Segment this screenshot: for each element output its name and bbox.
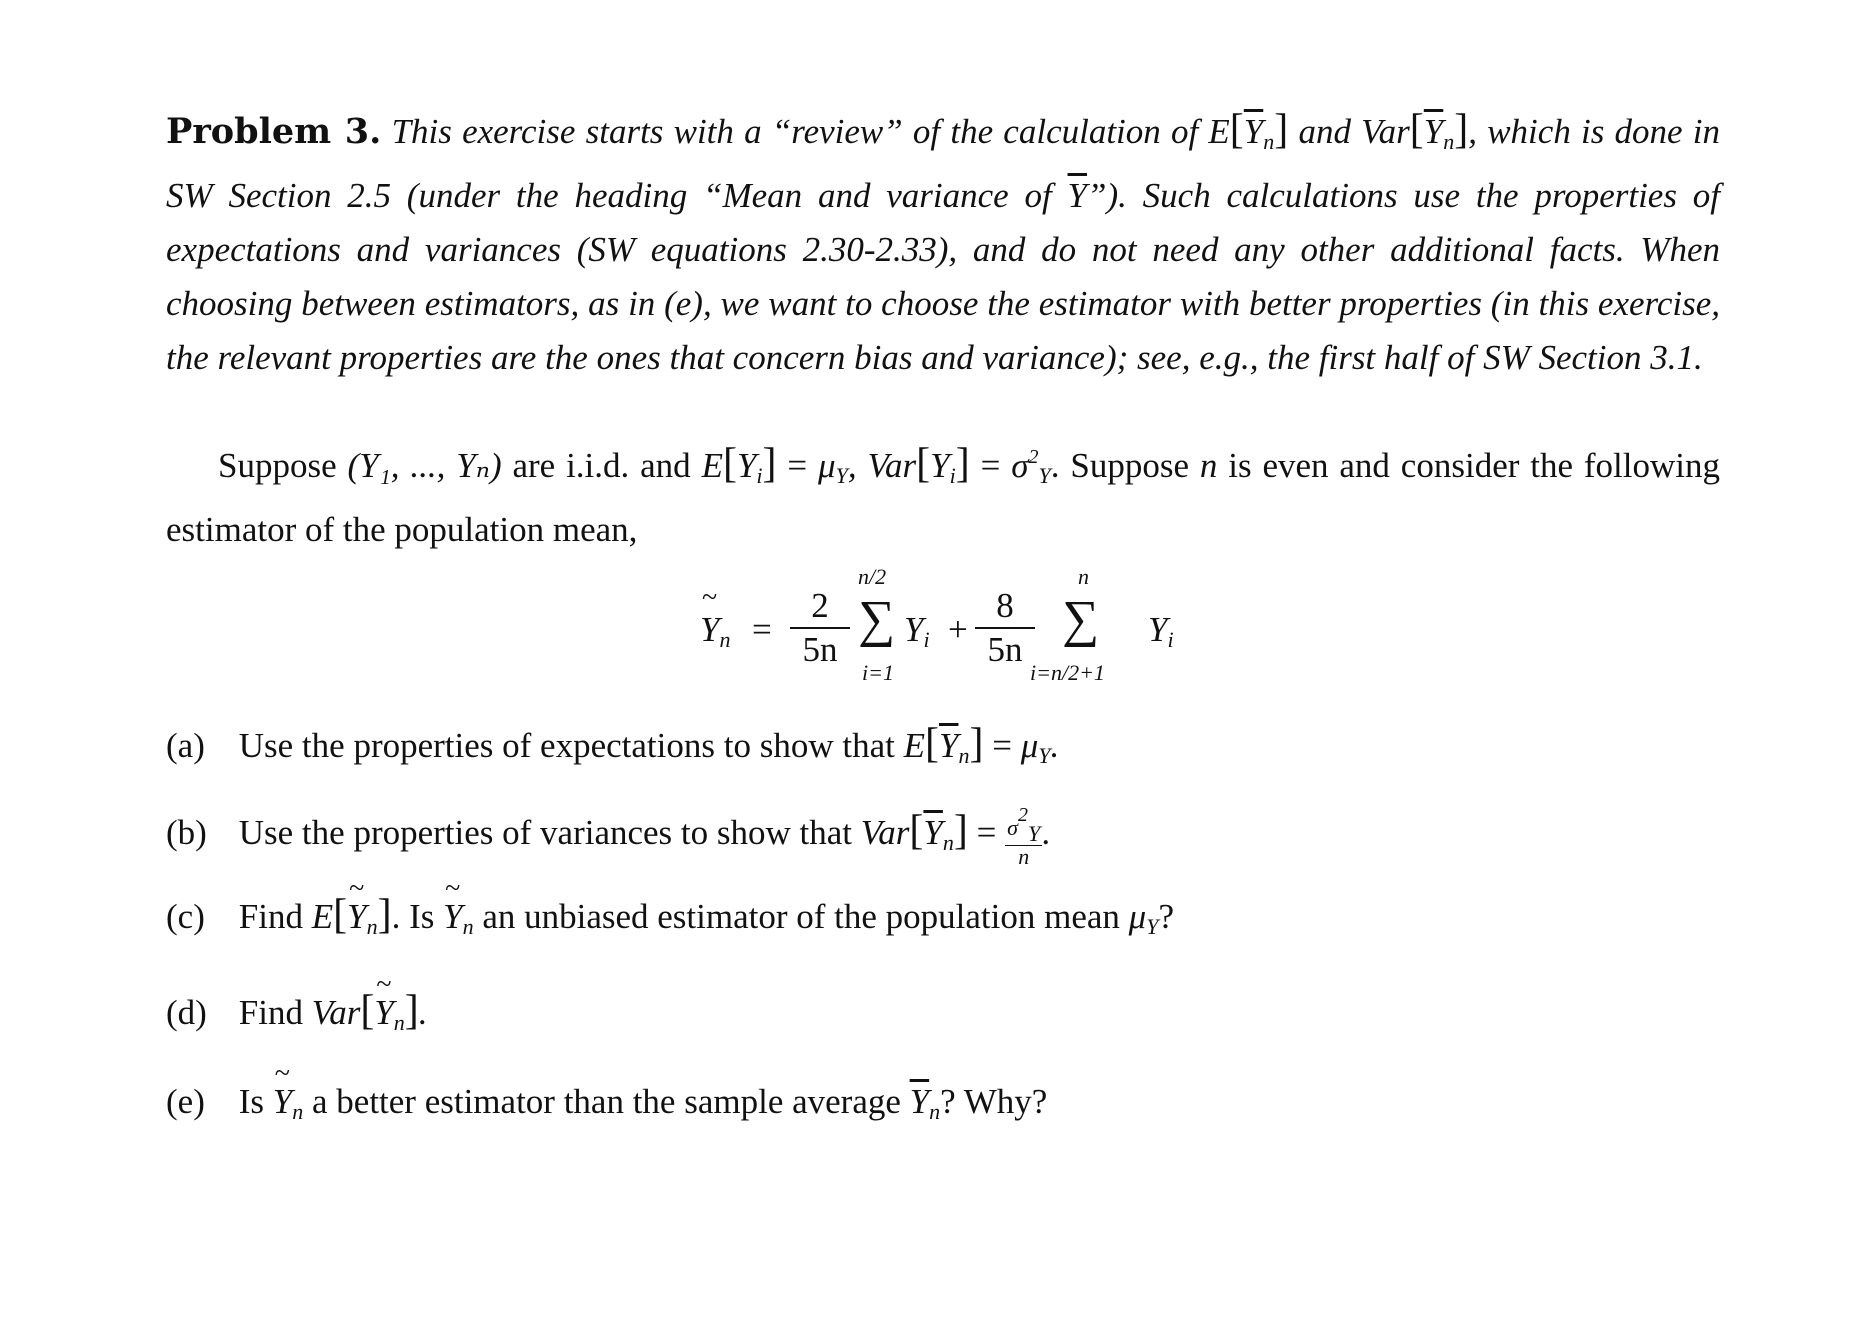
n-symbol: n [1199, 446, 1218, 485]
question-d-label: (d) [166, 993, 207, 1032]
question-e-text-1: Is [238, 1082, 265, 1121]
question-c-label: (c) [166, 897, 205, 936]
question-a-label: (a) [166, 726, 205, 765]
formula-coef-1 [790, 585, 850, 671]
term-2-subscript: i [1167, 627, 1174, 652]
formula-equals: = [752, 610, 772, 649]
sum-2-sigma: ∑ [1062, 591, 1100, 648]
question-a-math: $E[\overline{Y}_n] = \mu_Y$. [903, 721, 1060, 768]
question-c-mu: $\mu_Y$? [1128, 897, 1175, 939]
question-c-estimator: ~ $Y_n$ [443, 897, 473, 936]
coef-2-numerator: 8 [975, 585, 1035, 629]
intro-and: and [1298, 112, 1351, 151]
formula-term-2 [1148, 610, 1174, 653]
question-b-label: (b) [166, 813, 207, 853]
question-d [166, 989, 428, 1045]
formula-plus: + [948, 610, 968, 649]
variance-condition: $Var[Y_i] = \sigma^2_Y$ [867, 441, 1051, 488]
formula-coef-2 [975, 585, 1035, 671]
suppose-text-1: Suppose [218, 446, 337, 485]
question-e-text-3: ? Why? [940, 1082, 1048, 1121]
coef-1-numerator: 2 [790, 585, 850, 629]
coef-1-denominator: 5n [802, 630, 838, 669]
question-c-text-1: Find [238, 897, 303, 936]
term-2-symbol: Y [1148, 610, 1168, 649]
question-e-sample-average: $\overline{Y}_n$ [909, 1082, 941, 1124]
ybar-symbol: $\overline{Y}$ [1067, 176, 1087, 215]
suppose-text-4: is even and consider the following estimator of the population mean, [166, 446, 1720, 549]
question-e [166, 1080, 1047, 1134]
question-d-variance: Var[~ $Y_n$]. [312, 993, 428, 1032]
question-b-text: Use the properties of variances to show that [238, 813, 853, 853]
intro-text-3: ”). Such calculations use the properties of expectations and variances (SW equations 2.30-2.33), and do not need any other additional facts. When choosing between estimators, as in (e), we want to choose the estimator with better properties (in this exercise, the relevant properties are the ones that concern bias and variance); see, e.g., the first half of SW Section 3.1. [166, 176, 1720, 377]
question-c-expectation: E[~ $Y_n$] [312, 897, 392, 936]
question-c-text-3: an unbiased estimator of the population mean [482, 897, 1120, 936]
question-e-label: (e) [166, 1082, 205, 1121]
term-1-symbol: Y [904, 610, 924, 649]
mean-condition: $E[Y_i] = \mu_Y$, [701, 441, 857, 488]
intro-text-1: This exercise starts with a “review” of the calculation of [391, 112, 1199, 151]
setup-paragraph [166, 430, 1720, 557]
problem-label: Problem 3. [166, 111, 382, 152]
formula-lhs-symbol: Y [700, 610, 720, 649]
sum-1-sigma: ∑ [858, 591, 896, 648]
problem-intro-paragraph [166, 103, 1720, 385]
var-ybar-n: $Var[\overline{Y}_n]$ [1361, 107, 1469, 154]
question-e-text-2: a better estimator than the sample average [312, 1082, 901, 1121]
term-1-subscript: i [923, 627, 930, 652]
suppose-text-2: are i.i.d. and [512, 446, 691, 485]
sum-2-upper-limit: n [1078, 564, 1089, 589]
formula-lhs [700, 610, 730, 653]
formula-term-1 [904, 610, 930, 653]
formula-lhs-subscript: n [719, 627, 731, 652]
question-a-text: Use the properties of expectations to show that [238, 726, 895, 765]
iid-tuple: (Y₁, ..., Yₙ) [347, 446, 502, 485]
sum-1-lower-limit: i=1 [862, 660, 894, 685]
question-c [166, 893, 1174, 949]
intro-text-2: , which is done in SW Section 2.5 (under the heading “Mean and variance of [166, 112, 1721, 215]
expected-ybar-n: $E[\overline{Y}_n]$ [1208, 107, 1289, 154]
question-e-estimator: ~ $Y_n$ [273, 1082, 303, 1121]
question-b-math: $Var[\overline{Y}_n]$ = $\frac{\sigma^2_Y}{n}$. [860, 804, 1051, 869]
sum-1-upper-limit: n/2 [858, 564, 887, 589]
coef-2-denominator: 5n [987, 630, 1023, 669]
suppose-text-3: . Suppose [1050, 446, 1189, 485]
sum-2-lower-limit: i=n/2+1 [1030, 660, 1105, 685]
estimator-formula [690, 564, 1270, 700]
question-c-text-2: . Is [391, 897, 435, 936]
question-d-text: Find [238, 993, 303, 1032]
question-b [166, 804, 1051, 868]
question-a [166, 722, 1059, 778]
